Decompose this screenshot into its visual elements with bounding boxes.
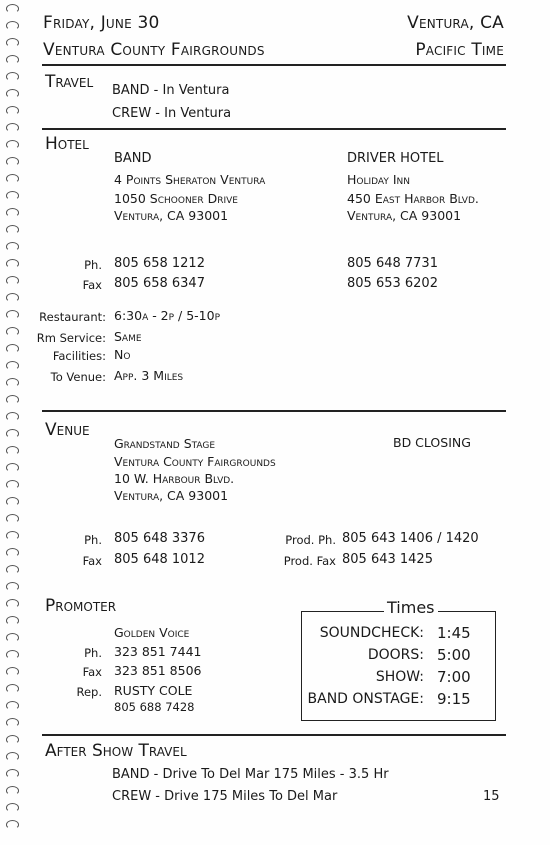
venue-stage: Grandstand Stage [114,436,216,451]
travel-band: BAND - In Ventura [112,83,230,98]
header-rule [42,64,506,66]
hotel-driver-fax: 805 653 6202 [347,276,438,291]
binding-ring [6,412,19,421]
venue-ph-label: Ph. [84,533,102,547]
venue-fax: 805 648 1012 [114,552,205,567]
hotel-driver-address: 450 East Harbor Blvd. [347,191,479,206]
binding-ring [6,480,19,489]
binding-ring [6,718,19,727]
binding-ring [6,106,19,115]
binding-ring [6,55,19,64]
after-show-band: BAND - Drive To Del Mar 175 Miles - 3.5 Hr [112,767,389,782]
hotel-ph-label: Ph. [84,258,102,272]
show-label: SHOW: [375,669,424,685]
doors-label: DOORS: [367,647,424,663]
promoter-rep-label: Rep. [76,685,102,699]
travel-crew: CREW - In Ventura [112,106,232,121]
binding-ring [6,616,19,625]
hotel-driver-name: Holiday Inn [347,172,411,187]
binding-ring [6,157,19,166]
binding-ring [6,735,19,744]
venue-header: Ventura County Fairgrounds [43,40,265,60]
binding-ring [6,123,19,132]
binding-ring [6,140,19,149]
binding-ring [6,208,19,217]
binding-ring [6,378,19,387]
binding-ring [6,327,19,336]
tour-city: Ventura, CA [407,13,504,33]
venue-citystate: Ventura, CA 93001 [114,488,229,503]
binding-ring [6,633,19,642]
promoter-fax-label: Fax [82,665,102,679]
binding-ring [6,599,19,608]
binding-ring [6,395,19,404]
timezone: Pacific Time [415,40,504,60]
binding-ring [6,463,19,472]
binding-ring [6,174,19,183]
show-time: 7:00 [437,668,471,686]
facilities-label: Facilities: [52,349,106,363]
binding-ring [6,803,19,812]
promoter-rep: RUSTY COLE [114,683,193,698]
page-number: 15 [483,789,500,804]
venue-title: Venue [45,420,90,440]
prod-fax-label: Prod. Fax [283,554,336,568]
binding-ring [6,225,19,234]
binding-ring [6,4,19,13]
promoter-rule [42,734,506,736]
venue-place: Ventura County Fairgrounds [114,454,276,469]
promoter-fax: 323 851 8506 [114,663,202,678]
hotel-driver-citystate: Ventura, CA 93001 [347,208,462,223]
restaurant-label: Restaurant: [39,310,106,324]
binding-ring [6,565,19,574]
prod-fax: 805 643 1425 [342,552,433,567]
binding-ring [6,72,19,81]
venue-fax-label: Fax [82,554,102,568]
hotel-band-label: BAND [114,151,152,166]
binding-ring [6,344,19,353]
binding-ring [6,276,19,285]
binding-ring [6,582,19,591]
binding-ring [6,548,19,557]
binding-ring [6,429,19,438]
promoter-ph-label: Ph. [84,646,102,660]
tovenue-label: To Venue: [50,370,106,384]
binding-ring [6,242,19,251]
hotel-fax-label: Fax [82,278,102,292]
hotel-rule [42,410,506,412]
hotel-band-address: 1050 Schooner Drive [114,191,238,206]
binding-ring [6,293,19,302]
hotel-band-phone: 805 658 1212 [114,256,205,271]
hotel-title: Hotel [45,134,89,154]
prod-ph-label: Prod. Ph. [285,533,336,547]
binding-ring [6,361,19,370]
travel-title: Travel [45,72,94,92]
soundcheck-time: 1:45 [437,624,471,642]
binding-ring [6,820,19,829]
binding-ring [6,497,19,506]
spiral-binding [6,4,22,840]
after-show-title: After Show Travel [45,741,187,761]
hotel-band-fax: 805 658 6347 [114,276,205,291]
binding-ring [6,446,19,455]
binding-ring [6,531,19,540]
times-title: Times [384,598,438,617]
tovenue-value: App. 3 Miles [114,368,184,383]
binding-ring [6,89,19,98]
facilities-value: No [114,347,131,362]
travel-rule [42,128,506,130]
band-onstage-time: 9:15 [437,690,471,708]
binding-ring [6,684,19,693]
restaurant-hours: 6:30a - 2p / 5-10p [114,308,221,323]
hotel-band-citystate: Ventura, CA 93001 [114,208,229,223]
venue-note: BD CLOSING [393,435,471,450]
band-onstage-label: BAND ONSTAGE: [307,691,424,707]
tour-date: Friday, June 30 [43,13,160,33]
venue-address: 10 W. Harbour Blvd. [114,471,235,486]
binding-ring [6,769,19,778]
venue-phone: 805 648 3376 [114,531,205,546]
doors-time: 5:00 [437,646,471,664]
promoter-name: Golden Voice [114,625,190,640]
after-show-crew: CREW - Drive 175 Miles To Del Mar [112,789,338,804]
hotel-band-name: 4 Points Sheraton Ventura [114,172,266,187]
binding-ring [6,786,19,795]
binding-ring [6,310,19,319]
hotel-driver-phone: 805 648 7731 [347,256,438,271]
binding-ring [6,514,19,523]
binding-ring [6,650,19,659]
binding-ring [6,752,19,761]
binding-ring [6,21,19,30]
binding-ring [6,667,19,676]
rmservice-value: Same [114,329,142,344]
promoter-title: Promoter [45,596,117,616]
binding-ring [6,38,19,47]
binding-ring [6,259,19,268]
rmservice-label: Rm Service: [36,331,106,345]
promoter-rep-phone: 805 688 7428 [114,700,195,714]
prod-phone: 805 643 1406 / 1420 [342,531,479,546]
binding-ring [6,191,19,200]
soundcheck-label: SOUNDCHECK: [319,625,424,641]
binding-ring [6,701,19,710]
hotel-driver-label: DRIVER HOTEL [347,151,444,166]
promoter-phone: 323 851 7441 [114,644,202,659]
